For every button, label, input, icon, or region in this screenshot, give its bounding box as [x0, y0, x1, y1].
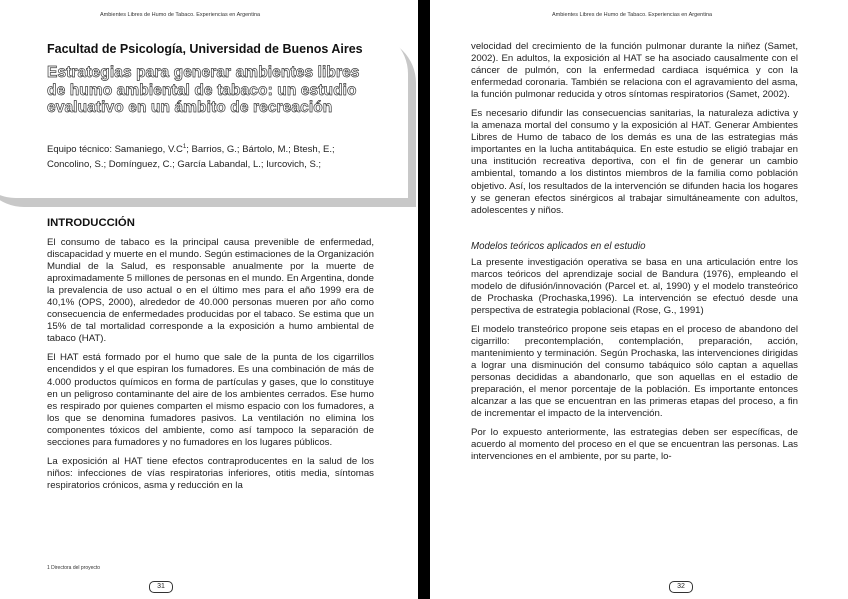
paragraph: Por lo expuesto anteriormente, las estrategias deben ser específicas, de acuerdo al momento del proceso en el que se encuentran las personas. Las intervenciones en el ambiente, por su parte, lo-	[471, 427, 798, 463]
paragraph: Es necesario difundir las consecuencias sanitarias, la naturaleza adictiva y la amenaza mortal del consumo y la exposición al HAT. Generar Ambientes Libres de Humo de tabaco de los demás es una de las estrategias más importantes en la lucha antitabáquica. En este estudio se eligió trabajar en una institución recreativa deportiva, con el fin de generar un cambio ambiental, tomando a los distintos miembros de la familia como población objetivo. Así, los resultados de la intervención se difunden hacia los hogares y se generan efectos sinérgicos al trabajar simultáneamente con adultos, adolescentes y niños.	[471, 108, 798, 216]
paragraph: El HAT está formado por el humo que sale de la punta de los cigarrillos encendidos y el que espiran los fumadores. Es una combinación de más de 4.000 productos químicos en forma de partículas y gases, que lo constituye en un peligroso contaminante del aire de los ambientes cerrados. Ese humo es respirado por quienes comparten el mismo espacio con los fumadores, a los que se denomina fumadores pasivos. La ventilación no elimina los componentes tóxicos del ambiente, como así tampoco la separación de secciones para fumadores y no fumadores en los lugares públicos.	[47, 352, 374, 448]
paragraph: La exposición al HAT tiene efectos contraproducentes en la salud de los niños: infecciones de vías respiratorias inferiores, otitis media, síntomas respiratorios crónicos, asma y reducción en la	[47, 455, 374, 491]
document-title: Estrategias para generar ambientes libres de humo ambiental de tabaco: un estudio evaluativo en un ámbito de recreación	[47, 64, 360, 116]
paragraph: El modelo transteórico propone seis etapas en el proceso de abandono del cigarrillo: precontemplación, contemplación, preparación, acción, mantenimiento y terminación. Según Prochaska, las intervenciones dirigidas a lograr una disminución del consumo tabáquico sólo captan a aquellas personas decididas a abandonarlo, que son aquellas en el estadio de preparación, el menor porcentaje de la población. Es importante entonces alcanzar a las que se encuentran en las primeras etapas del proceso, a fin de incrementar el impacto de la intervención.	[471, 323, 798, 420]
section-heading: INTRODUCCIÓN	[47, 217, 135, 229]
right-body	[471, 41, 798, 470]
running-head: Ambientes Libres de Humo de Tabaco. Experiencias en Argentina	[100, 12, 261, 18]
page-number: 31	[149, 581, 173, 593]
paragraph: La presente investigación operativa se basa en una articulación entre los marcos teóricos del aprendizaje social de Bandura (1976), empleando el modelo de difusión/innovación (Parcel et. al, 1990) y el modelo transteórico de Prochaska (Prochaska,1996). La intervención se efectuó desde una perspectiva de estrategia poblacional (Rose, G., 1991)	[471, 256, 798, 316]
left-body	[47, 237, 374, 499]
right-page	[430, 0, 848, 599]
footnote: 1 Directora del proyecto	[47, 565, 101, 571]
faculty-name: Facultad de Psicología, Universidad de Buenos Aires	[47, 42, 363, 56]
subsection-heading: Modelos teóricos aplicados en el estudio	[471, 240, 646, 252]
running-head: Ambientes Libres de Humo de Tabaco. Experiencias en Argentina	[552, 12, 713, 18]
team-lead: Equipo técnico: Samaniego, V.C	[47, 144, 183, 156]
team-members: ; Barrios, G.; Bártolo, M.; Btesh, E.; Concolino, S.; Domínguez, C.; García Labandal, L.; Iurcovich, S.;	[47, 144, 335, 170]
footnote-marker: 1	[182, 144, 187, 150]
paragraph: velocidad del crecimiento de la función pulmonar durante la niñez (Samet, 2002). En adultos, la exposición al HAT se ha asociado causalmente con el cáncer de pulmón, con la enfermedad cardiaca isquémica y con la enfermedad coronaria. También se relaciona con el agravamiento del asma, la función pulmonar reducida y otros síntomas respiratorios (Samet, 2002).	[471, 41, 798, 101]
paragraph: El consumo de tabaco es la principal causa prevenible de enfermedad, discapacidad y muerte en el mundo. Según estimaciones de la Organización Mundial de la Salud, es responsable anualmente por la muerte de aproximadamente 5 millones de personas en el mundo. En Argentina, donde la prevalencia de uso actual o en el último mes para el año 1999 era de 40,1% (OPS, 2000), alrededor de 40.000 personas mueren por año como consecuencia de enfermedades producidas por el tabaco. Se estima que un 15% de tal mortalidad corresponde a la exposición a humo ambiental de tabaco (HAT).	[47, 237, 374, 345]
technical-team	[47, 140, 382, 172]
page-number: 32	[669, 581, 693, 593]
left-page	[0, 0, 418, 599]
